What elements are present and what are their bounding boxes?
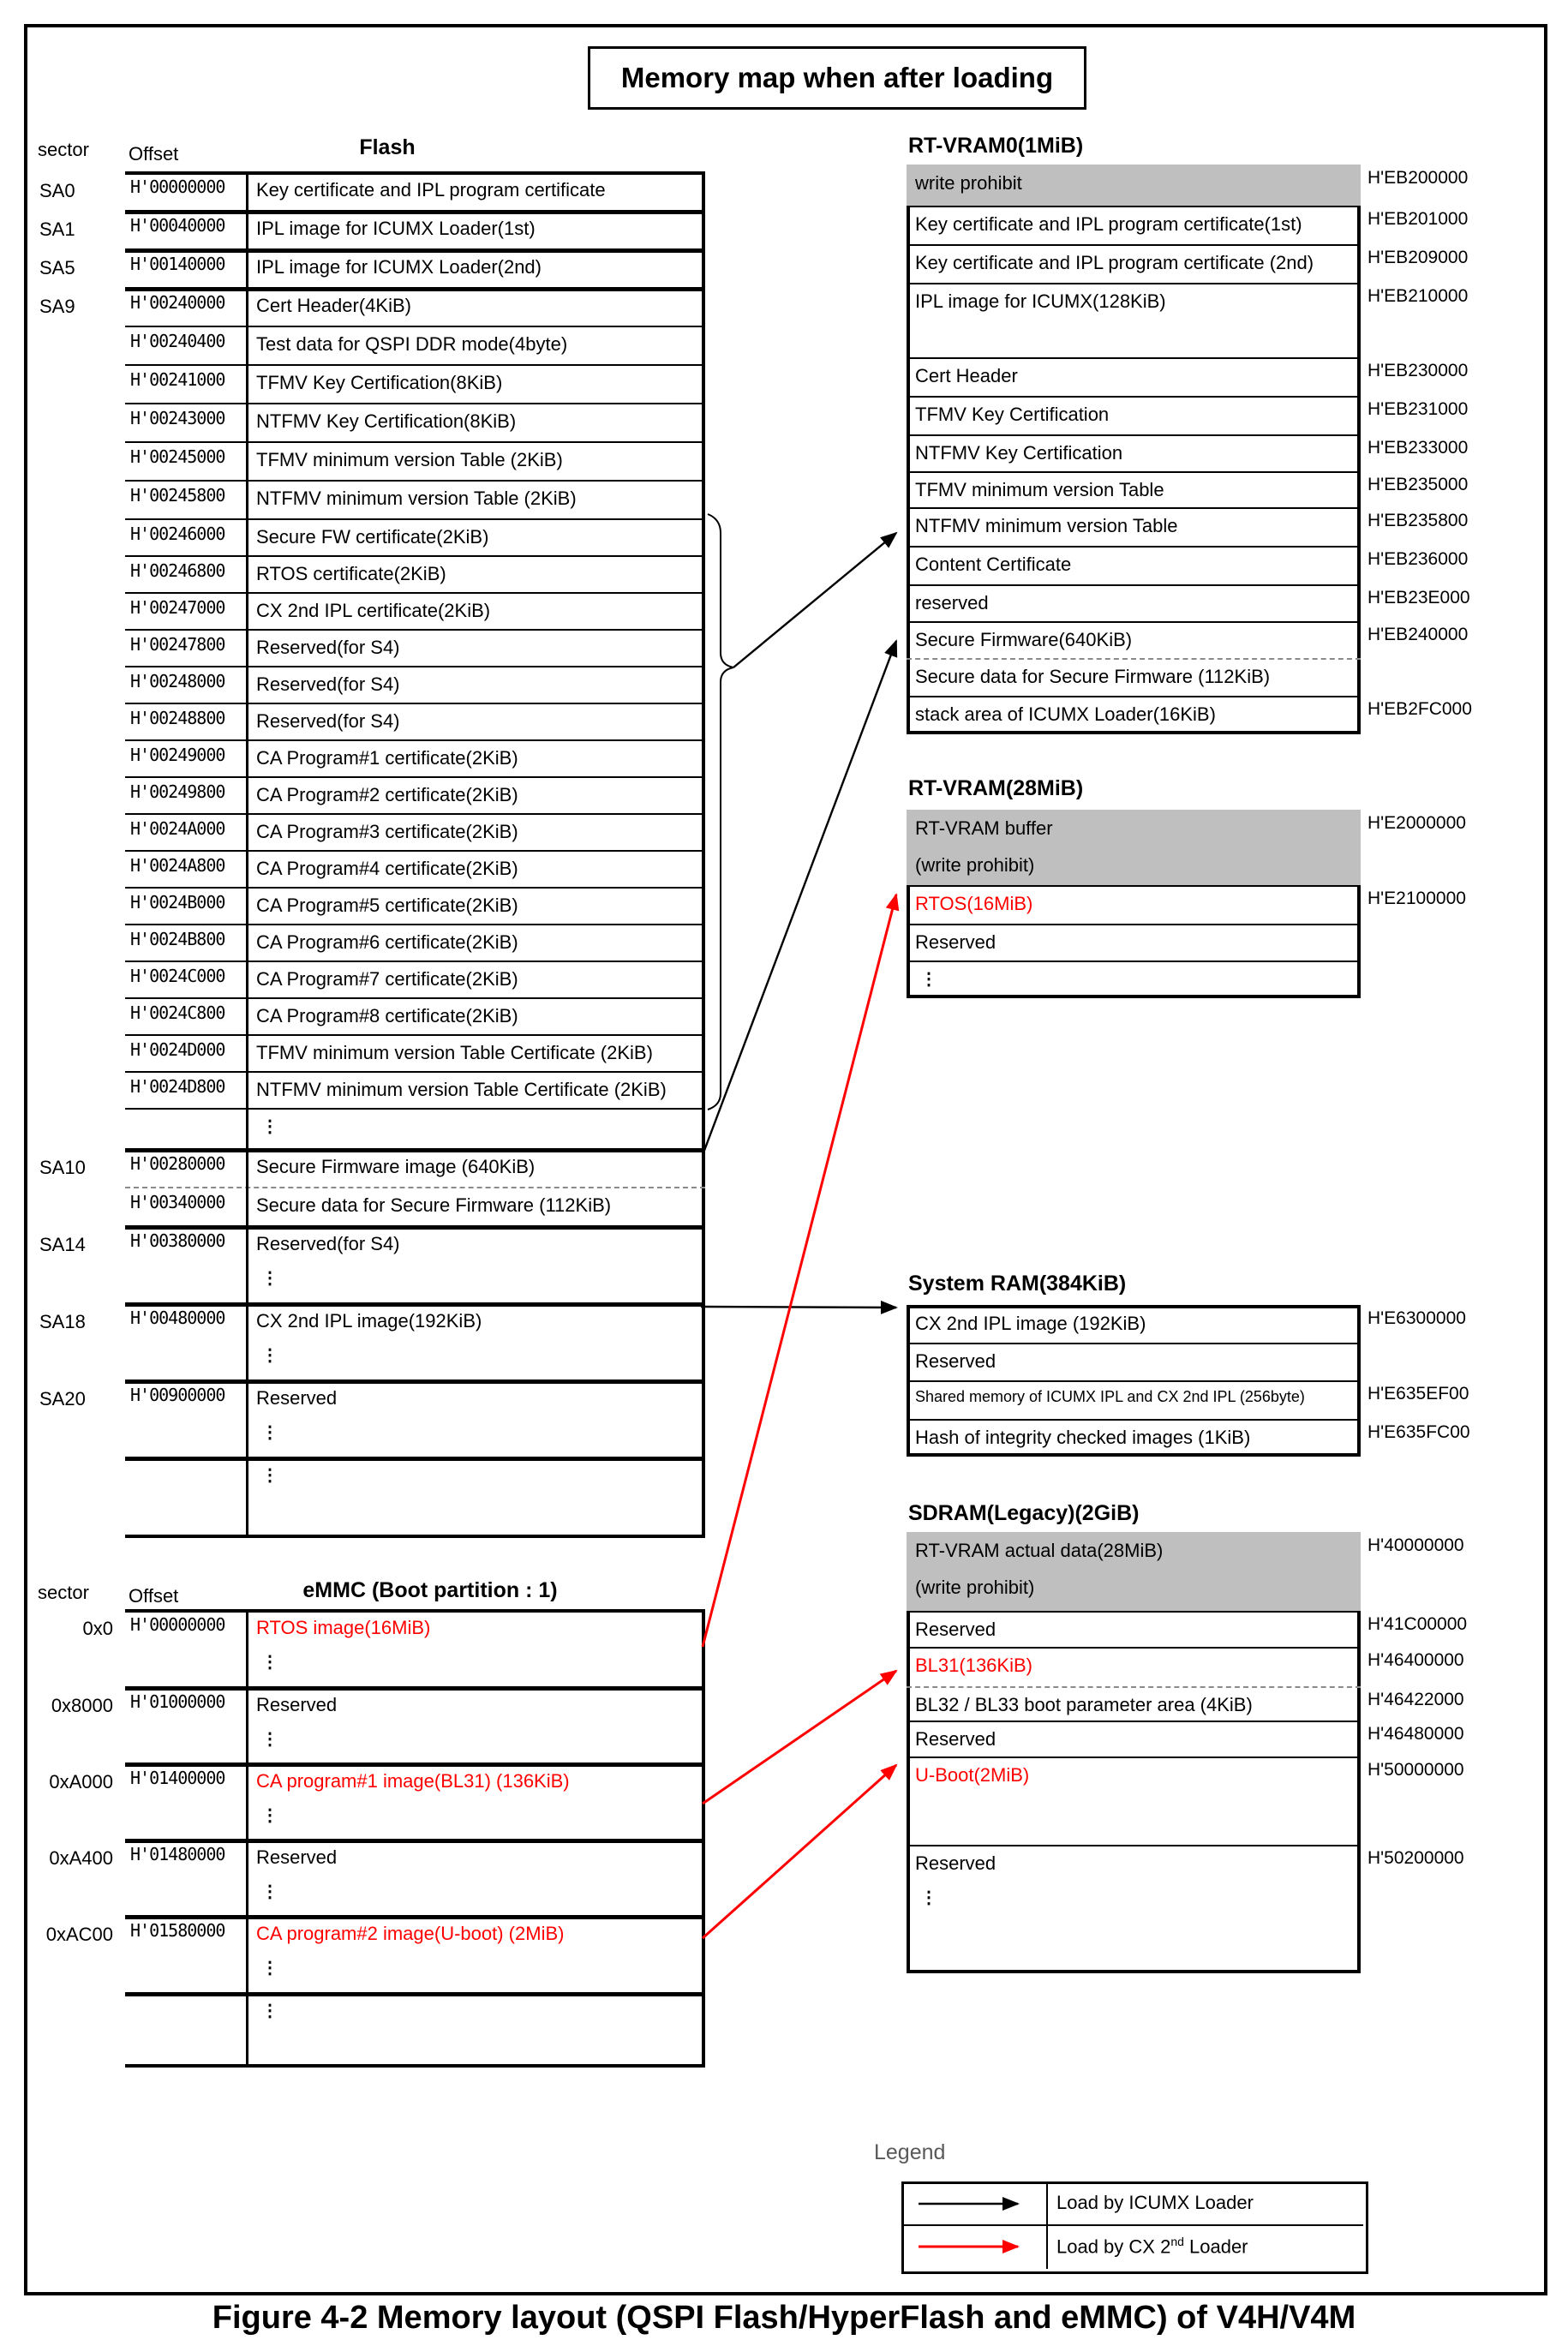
flash-row-ellipsis: ⋮ bbox=[261, 1423, 278, 1442]
rtvram0-title: RT-VRAM0(1MiB) bbox=[908, 134, 1084, 158]
flash-row-offset: H'00140000 bbox=[130, 254, 225, 274]
flash-sector-header: sector bbox=[38, 139, 89, 160]
sysram-row-label: CX 2nd IPL image (192KiB) bbox=[915, 1313, 1146, 1334]
flash-row-offset: H'00247800 bbox=[130, 634, 225, 655]
emmc-row-offset: H'01580000 bbox=[130, 1920, 225, 1941]
rtvram-row-ellipsis: ⋮ bbox=[920, 970, 937, 989]
sdram-row-label: RT-VRAM actual data(28MiB) bbox=[915, 1540, 1164, 1561]
rtvram-row-label: Reserved bbox=[915, 931, 996, 953]
emmc-row bbox=[125, 1992, 705, 2068]
flash-row bbox=[125, 1457, 705, 1538]
rtvram0-row-label: Secure data for Secure Firmware (112KiB) bbox=[915, 666, 1271, 687]
rtvram-row-address: H'E2000000 bbox=[1368, 813, 1466, 833]
rtvram0-row-label: Key certificate and IPL program certificate (2nd) bbox=[915, 252, 1314, 273]
rtvram0-row-label: Content Certificate bbox=[915, 554, 1072, 575]
sdram-row-label: BL31(136KiB) bbox=[915, 1655, 1032, 1676]
flash-row bbox=[125, 1108, 705, 1148]
flash-row-sector: SA9 bbox=[39, 296, 75, 317]
flash-row-ellipsis: ⋮ bbox=[261, 1117, 278, 1136]
flash-row-label: NTFMV minimum version Table (2KiB) bbox=[256, 488, 577, 509]
rtvram-row bbox=[907, 961, 1361, 998]
flash-row-offset: H'00245000 bbox=[130, 446, 225, 467]
flash-row-offset: H'00040000 bbox=[130, 215, 225, 236]
flash-row-label: Reserved(for S4) bbox=[256, 673, 400, 695]
flash-row-label: NTFMV Key Certification(8KiB) bbox=[256, 410, 517, 432]
flash-row-offset: H'00241000 bbox=[130, 369, 225, 390]
flash-row-offset: H'0024D000 bbox=[130, 1039, 225, 1060]
flash-row-sector: SA5 bbox=[39, 257, 75, 278]
rtvram0-row-label: reserved bbox=[915, 592, 989, 613]
flash-title: Flash bbox=[359, 135, 416, 159]
sdram-row-ellipsis: ⋮ bbox=[920, 1888, 937, 1907]
flash-row-ellipsis: ⋮ bbox=[261, 1269, 278, 1288]
flash-row-ellipsis: ⋮ bbox=[261, 1346, 278, 1365]
rtvram0-row-address: H'EB23E000 bbox=[1368, 588, 1470, 607]
rtvram0-row-label: Secure Firmware(640KiB) bbox=[915, 629, 1133, 650]
flash-row-label: Reserved(for S4) bbox=[256, 637, 400, 658]
flash-row-sector: SA14 bbox=[39, 1234, 86, 1255]
emmc-column-divider bbox=[246, 1609, 248, 2068]
emmc-row-sector: 0x0 bbox=[82, 1618, 113, 1639]
flash-row-label: CX 2nd IPL certificate(2KiB) bbox=[256, 600, 491, 621]
sdram-row-address: H'46480000 bbox=[1368, 1724, 1464, 1744]
flash-row-label: TFMV minimum version Table Certificate (2KiB) bbox=[256, 1042, 653, 1063]
flash-row-offset: H'0024D800 bbox=[130, 1076, 225, 1097]
flash-row-offset: H'00240000 bbox=[130, 292, 225, 313]
rtvram-title: RT-VRAM(28MiB) bbox=[908, 776, 1084, 800]
sysram-row-address: H'E6300000 bbox=[1368, 1308, 1466, 1328]
sdram-row-address: H'46400000 bbox=[1368, 1650, 1464, 1670]
sdram-row-address: H'40000000 bbox=[1368, 1535, 1464, 1555]
emmc-row-offset: H'01000000 bbox=[130, 1691, 225, 1712]
sysram-row-address: H'E635FC00 bbox=[1368, 1422, 1470, 1442]
rtvram0-row-label: write prohibit bbox=[915, 172, 1022, 194]
rtvram0-row-address: H'EB231000 bbox=[1368, 399, 1469, 419]
rtvram-row-label: RTOS(16MiB) bbox=[915, 893, 1033, 914]
flash-row-label: CA Program#6 certificate(2KiB) bbox=[256, 931, 518, 953]
emmc-row-sector: 0xA400 bbox=[49, 1847, 113, 1869]
flash-row-label: Key certificate and IPL program certificate bbox=[256, 179, 606, 200]
flash-row-label: IPL image for ICUMX Loader(1st) bbox=[256, 218, 536, 239]
sysram-row-address: H'E635EF00 bbox=[1368, 1384, 1469, 1403]
flash-row-sector: SA18 bbox=[39, 1311, 86, 1332]
page-title-text: Memory map when after loading bbox=[620, 62, 1054, 93]
flash-row-label: CX 2nd IPL image(192KiB) bbox=[256, 1310, 482, 1332]
page-title bbox=[588, 46, 1086, 110]
emmc-row-ellipsis: ⋮ bbox=[261, 2002, 278, 2020]
rtvram0-row-address: H'EB236000 bbox=[1368, 549, 1469, 569]
flash-row-sector: SA10 bbox=[39, 1157, 86, 1178]
rtvram0-row-label: Key certificate and IPL program certificate(1st) bbox=[915, 213, 1302, 235]
flash-row-sector: SA20 bbox=[39, 1388, 86, 1409]
rtvram0-row-address: H'EB209000 bbox=[1368, 248, 1469, 267]
sysram-title: System RAM(384KiB) bbox=[908, 1272, 1127, 1296]
flash-row-offset: H'00340000 bbox=[130, 1192, 225, 1212]
emmc-row-offset: H'01400000 bbox=[130, 1768, 225, 1788]
rtvram0-row-label: NTFMV Key Certification bbox=[915, 442, 1123, 464]
sysram-row-label: Shared memory of ICUMX IPL and CX 2nd IPL (256byte) bbox=[915, 1388, 1305, 1405]
emmc-sector-header: sector bbox=[38, 1582, 89, 1603]
flash-row-offset: H'00246800 bbox=[130, 560, 225, 581]
flash-row-offset: H'0024A000 bbox=[130, 818, 225, 839]
emmc-offset-header: Offset bbox=[129, 1585, 179, 1607]
rtvram0-row-label: TFMV Key Certification bbox=[915, 404, 1110, 425]
flash-row-offset: H'00249800 bbox=[130, 781, 225, 802]
sdram-row-label: Reserved bbox=[915, 1728, 996, 1750]
flash-row-label: Secure data for Secure Firmware (112KiB) bbox=[256, 1194, 612, 1216]
flash-row-offset: H'0024B000 bbox=[130, 892, 225, 913]
flash-row-label: Reserved(for S4) bbox=[256, 1233, 400, 1254]
figure-caption: Figure 4-2 Memory layout (QSPI Flash/HyperFlash and eMMC) of V4H/V4M bbox=[212, 2300, 1356, 2336]
flash-row-label: CA Program#4 certificate(2KiB) bbox=[256, 858, 518, 879]
flash-row-label: Cert Header(4KiB) bbox=[256, 295, 411, 316]
sdram-row-label: BL32 / BL33 boot parameter area (4KiB) bbox=[915, 1694, 1253, 1715]
sdram-row-label: U-Boot(2MiB) bbox=[915, 1764, 1030, 1786]
flash-row-label: TFMV minimum version Table (2KiB) bbox=[256, 449, 563, 470]
flash-row-offset: H'00380000 bbox=[130, 1230, 225, 1251]
emmc-row-sector: 0xA000 bbox=[49, 1771, 113, 1792]
legend-divider-h bbox=[901, 2224, 1363, 2226]
flash-row-offset: H'0024B800 bbox=[130, 929, 225, 949]
flash-row-offset: H'00280000 bbox=[130, 1153, 225, 1174]
rtvram0-row-address: H'EB210000 bbox=[1368, 286, 1469, 306]
emmc-row-sector: 0x8000 bbox=[51, 1695, 113, 1716]
sdram-row-address: H'50200000 bbox=[1368, 1848, 1464, 1868]
rtvram0-row-address: H'EB230000 bbox=[1368, 361, 1469, 380]
flash-row-ellipsis: ⋮ bbox=[261, 1466, 278, 1485]
flash-row-label: Reserved bbox=[256, 1387, 338, 1409]
flash-row-offset: H'0024A800 bbox=[130, 855, 225, 876]
flash-row-offset: H'00246000 bbox=[130, 524, 225, 544]
sysram-row-label: Hash of integrity checked images (1KiB) bbox=[915, 1427, 1251, 1448]
flash-row-offset: H'00243000 bbox=[130, 408, 225, 428]
rtvram-row-label2: (write prohibit) bbox=[915, 854, 1035, 876]
rtvram0-row-address: H'EB240000 bbox=[1368, 625, 1469, 644]
emmc-row-ellipsis: ⋮ bbox=[261, 1730, 278, 1749]
emmc-row-ellipsis: ⋮ bbox=[261, 1806, 278, 1825]
flash-row-label: IPL image for ICUMX Loader(2nd) bbox=[256, 256, 542, 278]
flash-row-label: CA Program#5 certificate(2KiB) bbox=[256, 895, 518, 916]
flash-row-sector: SA1 bbox=[39, 218, 75, 240]
flash-offset-header: Offset bbox=[129, 143, 179, 165]
sdram-title: SDRAM(Legacy)(2GiB) bbox=[908, 1501, 1140, 1525]
rtvram-row-address: H'E2100000 bbox=[1368, 889, 1466, 908]
flash-row-label: CA Program#3 certificate(2KiB) bbox=[256, 821, 518, 842]
rtvram-row-label: RT-VRAM buffer bbox=[915, 817, 1053, 839]
flash-row-label: CA Program#8 certificate(2KiB) bbox=[256, 1005, 518, 1026]
rtvram0-row-label: NTFMV minimum version Table bbox=[915, 515, 1178, 536]
flash-row-label: RTOS certificate(2KiB) bbox=[256, 563, 446, 584]
flash-row-sector: SA0 bbox=[39, 180, 75, 201]
sdram-row-address: H'46422000 bbox=[1368, 1690, 1464, 1709]
flash-row-offset: H'00000000 bbox=[130, 177, 225, 197]
flash-row-label: NTFMV minimum version Table Certificate (2KiB) bbox=[256, 1079, 667, 1100]
legend-item-icumx: Load by ICUMX Loader bbox=[1056, 2192, 1254, 2213]
rtvram0-row-address: H'EB235800 bbox=[1368, 511, 1469, 530]
emmc-row-sector: 0xAC00 bbox=[45, 1924, 113, 1945]
rtvram0-row-label: stack area of ICUMX Loader(16KiB) bbox=[915, 703, 1216, 725]
rtvram0-row-address: H'EB235000 bbox=[1368, 475, 1469, 494]
rtvram0-row-address: H'EB233000 bbox=[1368, 438, 1469, 458]
flash-row-offset: H'00248800 bbox=[130, 708, 225, 728]
flash-row-offset: H'00249000 bbox=[130, 745, 225, 765]
emmc-row-label: CA program#2 image(U-boot) (2MiB) bbox=[256, 1923, 565, 1944]
rtvram0-row-address: H'EB200000 bbox=[1368, 168, 1469, 188]
flash-row-offset: H'00480000 bbox=[130, 1308, 225, 1328]
rtvram0-row-address: H'EB201000 bbox=[1368, 209, 1469, 229]
rtvram0-row-label: TFMV minimum version Table bbox=[915, 479, 1164, 500]
flash-row-label: Secure FW certificate(2KiB) bbox=[256, 526, 489, 548]
sdram-row-label: Reserved bbox=[915, 1619, 996, 1640]
emmc-row-label: CA program#1 image(BL31) (136KiB) bbox=[256, 1770, 570, 1792]
legend-item-cx2nd: Load by CX 2nd Loader bbox=[1056, 2235, 1248, 2258]
flash-row-offset: H'00900000 bbox=[130, 1385, 225, 1405]
flash-row-label: CA Program#2 certificate(2KiB) bbox=[256, 784, 518, 805]
flash-row-offset: H'00247000 bbox=[130, 597, 225, 618]
emmc-row-label: Reserved bbox=[256, 1694, 338, 1715]
emmc-row-label: RTOS image(16MiB) bbox=[256, 1617, 431, 1638]
legend-label: Legend bbox=[874, 2140, 946, 2164]
rtvram0-row-label: Cert Header bbox=[915, 365, 1018, 386]
emmc-row-ellipsis: ⋮ bbox=[261, 1959, 278, 1978]
emmc-row-ellipsis: ⋮ bbox=[261, 1653, 278, 1672]
rtvram0-row-address: H'EB2FC000 bbox=[1368, 699, 1472, 719]
sdram-row-address: H'50000000 bbox=[1368, 1760, 1464, 1780]
rtvram0-row-label: IPL image for ICUMX(128KiB) bbox=[915, 290, 1166, 312]
flash-row-offset: H'00245800 bbox=[130, 485, 225, 506]
flash-row-offset: H'0024C000 bbox=[130, 966, 225, 986]
flash-row-offset: H'00248000 bbox=[130, 671, 225, 691]
flash-row-label: CA Program#7 certificate(2KiB) bbox=[256, 968, 518, 990]
emmc-row-offset: H'01480000 bbox=[130, 1844, 225, 1864]
flash-row-label: Reserved(for S4) bbox=[256, 710, 400, 732]
flash-row-label: TFMV Key Certification(8KiB) bbox=[256, 372, 503, 393]
sdram-row-label2: (write prohibit) bbox=[915, 1577, 1035, 1598]
emmc-row-offset: H'00000000 bbox=[130, 1614, 225, 1635]
flash-column-divider bbox=[246, 171, 248, 1538]
flash-row-offset: H'00240400 bbox=[130, 331, 225, 351]
sdram-row-address: H'41C00000 bbox=[1368, 1614, 1468, 1634]
flash-row-label: CA Program#1 certificate(2KiB) bbox=[256, 747, 518, 769]
sdram-row-label: Reserved bbox=[915, 1852, 996, 1874]
sysram-row-label: Reserved bbox=[915, 1350, 996, 1372]
emmc-row-label: Reserved bbox=[256, 1846, 338, 1868]
flash-row-label: Secure Firmware image (640KiB) bbox=[256, 1156, 536, 1177]
emmc-title: eMMC (Boot partition : 1) bbox=[302, 1578, 558, 1602]
flash-row-offset: H'0024C800 bbox=[130, 1002, 225, 1023]
emmc-row-ellipsis: ⋮ bbox=[261, 1882, 278, 1901]
flash-row-label: Test data for QSPI DDR mode(4byte) bbox=[256, 333, 568, 355]
legend-divider-v bbox=[1046, 2181, 1048, 2269]
